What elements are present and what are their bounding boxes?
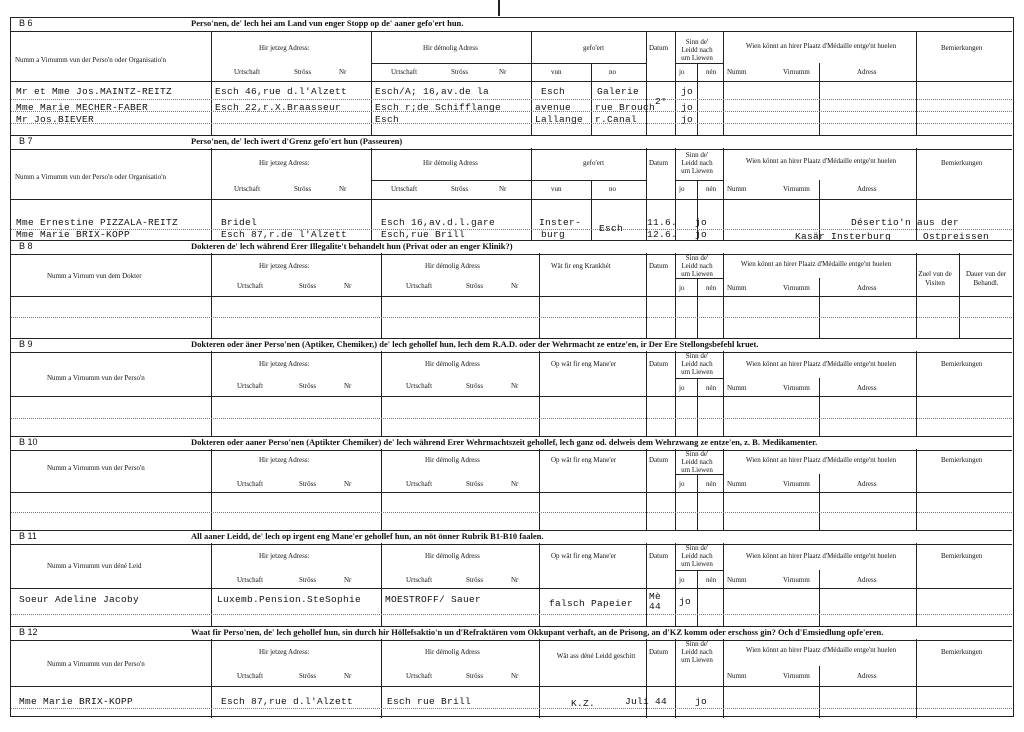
row-former-address: MOESTROFF/ Sauer [385,594,482,605]
form-sheet [10,17,1014,717]
col-header-suffering: Sinn de' Leidd nach um Liewen [681,352,713,376]
col-header-town: Urtschaft [237,672,264,680]
col-header-firstname: Virnumm [783,384,810,392]
col-header-from: vun [551,185,562,193]
section-b9 [11,338,1012,436]
row-remarks: Désertio'n aus der [851,217,960,228]
row-manner: falsch Papeier [549,598,634,609]
row-former-address: Esch 16,av.d.l.gare [381,217,496,228]
col-header-street-2: Ströss [466,672,484,680]
col-header-name: Numm a Virnumm vun der Perso'n oder Organisatio'n [15,173,166,181]
row-yes: jo [695,229,708,240]
section-header [11,338,1012,353]
col-header-town-2: Urtschaft [406,480,433,488]
section-code: B 11 [19,531,37,541]
row-yes: jo [681,114,694,125]
col-header-surname: Numm [727,284,747,292]
row-remarks: Ostpreissen [923,231,990,242]
col-header-nr-2: Nr [511,480,519,488]
row-former-address: Esch,rue Brill [381,229,466,240]
col-header-surname: Numm [727,185,747,193]
col-header-date: Datum [649,360,669,368]
col-header-date: Datum [649,552,669,560]
col-header-street: Ströss [299,480,317,488]
col-header-medal: Wien könnt an hirer Plaatz d'Médaille entge'nt huelen [740,260,892,268]
col-header-remarks: Bemierkungen [941,456,983,464]
row-from: Lallange [535,114,584,125]
row-name: Mr et Mme Jos.MAINTZ-REITZ [16,86,173,97]
section-title: Perso'nen, de' lech hei am Land vun enger Stopp op de' aaner gefo'ert hun. [191,18,464,28]
section-code: B 10 [19,437,38,447]
row-former-address: Esch [375,114,400,125]
col-header-surname: Numm [727,68,747,76]
col-header-former-address: Hir démolig Adress [425,360,480,368]
col-header-street-2: Ströss [466,480,484,488]
col-header-to: no [609,185,616,193]
row-medal-address: Kasär Insterburg [795,231,892,242]
col-header-yes: jo [679,185,685,193]
row-name: Mme Ernestine PIZZALA-REITZ [16,217,179,228]
col-header-street: Ströss [294,185,312,193]
col-header-street: Ströss [299,576,317,584]
section-title: Dokteren oder äner Perso'nen (Aptiker, Chemiker,) de' lech gehollef hun, lech dem R.A.D. oder der Wehrmacht ze entze'en, ir Der Ere Stellongsbefehl kruet. [191,339,759,349]
col-header-town: Urtschaft [237,382,264,390]
col-header-name: Numm a Virnumm vun der Perso'n [47,464,145,472]
section-code: B 6 [19,18,33,28]
col-header-nr: Nr [344,382,352,390]
col-header-address: Adress [857,480,877,488]
row-to: r.Canal [595,114,638,125]
row-current-address: Esch 87,r.de l'Alzett [221,229,348,240]
row-yes: jo [679,596,692,607]
col-header-suffering: Sinn de' Leidd nach um Liewen [681,151,713,175]
col-header-suffering: Sinn de' Leidd nach um Liewen [681,38,713,62]
col-header-no: nén [706,384,717,392]
col-header-town: Urtschaft [234,185,261,193]
col-header-remarks: Bemierkungen [941,44,983,52]
col-header-town-2: Urtschaft [406,382,433,390]
row-what-happened: K.Z. [571,698,596,709]
col-header-name: Numm a Virnumm vun der Perso'n [47,374,145,382]
col-header-nr-2: Nr [499,68,507,76]
col-header-surname: Numm [727,384,747,392]
col-header-date: Datum [649,159,669,167]
col-header-nr: Nr [344,282,352,290]
row-from: burg [541,229,566,240]
col-header-street: Ströss [299,382,317,390]
col-header-date: Datum [649,262,669,270]
row-name: Mme Marie MECHER-FABER [16,102,149,113]
col-header-address: Adress [857,672,877,680]
col-header-firstname: Virnumm [783,284,810,292]
row-date: 2° [655,96,668,107]
col-header-firstname: Virnumm [783,576,810,584]
row-yes: jo [681,102,694,113]
row-former-address: Esch/A; 16,av.de la [375,86,490,97]
col-header-address: Adress [857,284,877,292]
col-header-firstname: Virnumm [783,68,810,76]
col-header-manner: Op wät fir eng Mane'er [551,360,617,368]
col-header-name: Numm a Virnum vun dem Dokter [47,272,142,280]
section-b10 [11,436,1012,530]
row-name: Mme Marie BRIX-KOPP [19,696,134,707]
section-title: Perso'nen, de' lech iwert d'Grenz gefo'ert hun (Passeuren) [191,136,403,146]
section-header [11,18,1012,32]
col-header-duration: Dauer vun der Behandl. [965,270,1007,287]
col-header-no: nén [706,480,717,488]
row-current-address: Bridel [221,217,258,228]
col-header-visits: Zuel vun de Visiten [918,270,952,287]
col-header-what-happened: Wät ass déné Leidd geschitt [556,652,636,660]
section-title: All aaner Leidd, de' lech op irgent eng Mane'er gehollef hun, an nöt önner Rubrik B1-B10 faalen. [191,531,544,541]
row-current-address: Esch 22,r.X.Braasseur [215,102,342,113]
row-yes: jo [695,696,708,707]
col-header-date: Datum [649,44,669,52]
col-header-former-address: Hir démolig Adress [425,262,480,270]
col-header-current-address: Hir jetzeg Adress: [259,648,310,656]
col-header-address: Adress [857,384,877,392]
col-header-former-address: Hir démolig Adress [425,552,480,560]
col-header-nr-2: Nr [511,282,519,290]
section-header [11,135,1012,150]
col-header-town: Urtschaft [237,480,264,488]
col-header-name: Numm a Virnumm vun der Perso'n [47,660,145,668]
col-header-medal: Wien könnt an hirer Plaatz d'Médaille entge'nt huelen [745,552,897,560]
col-header-current-address: Hir jetzeg Adress: [259,360,310,368]
col-header-transported: gefo'ert [583,159,605,167]
col-header-town: Urtschaft [237,576,264,584]
col-header-nr: Nr [344,576,352,584]
section-b8 [11,240,1012,338]
row-name: Mme Marie BRIX-KOPP [16,229,131,240]
section-b6 [11,18,1012,135]
row-yes: jo [695,217,708,228]
top-margin-mark [498,0,500,16]
col-header-current-address: Hir jetzeg Adress: [259,262,310,270]
row-yes: jo [681,86,694,97]
col-header-suffering: Sinn de' Leidd nach um Liewen [681,254,713,278]
col-header-nr-2: Nr [511,576,519,584]
col-header-medal: Wien könnt an hirer Plaatz d'Médaille entge'nt huelen [745,456,897,464]
col-header-to: no [609,68,616,76]
col-header-nr: Nr [344,480,352,488]
col-header-firstname: Virnumm [783,185,810,193]
section-b12 [11,626,1012,718]
col-header-remarks: Bemierkungen [941,648,983,656]
col-header-town: Urtschaft [234,68,261,76]
section-title: Dokteren oder aaner Perso'nen (Aptikter Chemiker) de' lech während Erer Wehrmachtszeit gehollef, lech ganz od. delweis dem Wehrzwang ze entze'en, z. B. Medikamenter. [191,437,818,447]
col-header-surname: Numm [727,480,747,488]
col-header-nr: Nr [339,185,347,193]
section-code: B 7 [19,136,33,146]
section-code: B 12 [19,627,38,637]
col-header-town-2: Urtschaft [406,282,433,290]
col-header-nr-2: Nr [499,185,507,193]
col-header-name: Numm a Virnumm vun déné Leid [47,562,142,570]
row-to: Esch [599,223,624,234]
col-header-nr-2: Nr [511,672,519,680]
col-header-remarks: Bemierkungen [941,552,983,560]
col-header-town-2: Urtschaft [406,672,433,680]
col-header-town: Urtschaft [237,282,264,290]
section-header [11,240,1012,255]
col-header-address: Adress [857,185,877,193]
row-current-address: Luxemb.Pension.SteSophie [217,594,362,605]
col-header-street-2: Ströss [466,382,484,390]
col-header-street-2: Ströss [451,68,469,76]
section-header [11,530,1012,545]
col-header-nr: Nr [344,672,352,680]
col-header-no: nén [706,185,717,193]
col-header-suffering: Sinn de' Leidd nach um Liewen [681,450,713,474]
col-header-town-2: Urtschaft [391,185,418,193]
row-current-address: Esch 87,rue d.l'Alzett [221,696,354,707]
col-header-yes: jo [679,384,685,392]
section-header [11,626,1012,641]
col-header-yes: jo [679,284,685,292]
col-header-street: Ströss [294,68,312,76]
col-header-surname: Numm [727,672,747,680]
col-header-yes: jo [679,480,685,488]
col-header-yes: jo [679,576,685,584]
col-header-from: vun [551,68,562,76]
col-header-manner: Op wät fir eng Mane'er [551,456,617,464]
col-header-current-address: Hir jetzeg Adress: [259,552,310,560]
col-header-street: Ströss [299,282,317,290]
col-header-former-address: Hir démolig Adress [423,159,478,167]
col-header-medal: Wien könnt an hirer Plaatz d'Médaille entge'nt huelen [745,42,897,50]
row-name: Soeur Adeline Jacoby [19,594,140,605]
col-header-former-address: Hir démolig Adress [423,44,478,52]
col-header-remarks: Bemierkungen [941,159,983,167]
row-date: Mè 44 [649,591,662,612]
col-header-address: Adress [857,576,877,584]
col-header-town-2: Urtschaft [391,68,418,76]
section-header [11,436,1012,451]
section-b7 [11,135,1012,240]
col-header-current-address: Hir jetzeg Adress: [259,456,310,464]
row-date: Juli 44 [625,696,668,707]
row-current-address: Esch 46,rue d.l'Alzett [215,86,348,97]
col-header-current-address: Hir jetzeg Adress: [259,44,310,52]
col-header-street-2: Ströss [451,185,469,193]
row-date: 12.6. [647,229,678,240]
col-header-manner: Op wät fir eng Mane'er [551,552,617,560]
col-header-no: nén [706,284,717,292]
row-former-address: Esch r;de Schifflange [375,102,502,113]
section-code: B 9 [19,339,33,349]
col-header-suffering: Sinn de' Leidd nach um Liewen [681,640,713,664]
col-header-illness: Wät fir eng Krankhét [551,262,611,270]
col-header-surname: Numm [727,576,747,584]
col-header-medal: Wien könnt an hirer Plaatz d'Médaille entge'nt huelen [745,157,897,165]
col-header-former-address: Hir démolig Adress [425,648,480,656]
row-from: Esch [541,86,566,97]
col-header-medal: Wien könnt an hirer Plaatz d'Médaille entge'nt huelen [745,646,897,654]
col-header-remarks: Bemierkungen [941,360,983,368]
col-header-name: Numm a Virnumm vun der Perso'n oder Organisatio'n [15,56,166,64]
col-header-yes: jo [679,68,685,76]
col-header-no: nén [706,68,717,76]
section-title: Dokteren de' lech während Erer Illegalite't behandelt hun (Privat oder an enger Klinik?) [191,241,513,251]
col-header-firstname: Virnumm [783,480,810,488]
row-to: rue Brouch [595,102,656,113]
row-former-address: Esch rue Brill [387,696,472,707]
col-header-town-2: Urtschaft [406,576,433,584]
col-header-street-2: Ströss [466,282,484,290]
col-header-transported: gefo'ert [583,44,605,52]
col-header-address: Adress [857,68,877,76]
col-header-street: Ströss [299,672,317,680]
section-b11 [11,530,1012,626]
section-code: B 8 [19,241,33,251]
col-header-nr-2: Nr [511,382,519,390]
col-header-no: nén [706,576,717,584]
row-name: Mr Jos.BIEVER [16,114,95,125]
col-header-suffering: Sinn de' Leidd nach um Liewen [681,544,713,568]
row-date: 11.6. [647,217,678,228]
row-to: Galerie [597,86,640,97]
section-title: Waat fir Perso'nen, de' lech gehollef hun, sin durch hir Höllefsaktio'n un d'Refraktären vom Okkupant verhaft, an de Prisong, an d'KZ komm oder erschoss gin? Och d'Emsiedlung opfe'eren. [191,627,884,637]
col-header-current-address: Hir jetzeg Adress: [259,159,310,167]
row-from: avenue [535,102,572,113]
col-header-nr: Nr [339,68,347,76]
col-header-date: Datum [649,456,669,464]
col-header-former-address: Hir démolig Adress [425,456,480,464]
col-header-medal: Wien könnt an hirer Plaatz d'Médaille entge'nt huelen [745,360,897,368]
row-from: Inster- [539,217,582,228]
col-header-street-2: Ströss [466,576,484,584]
col-header-date: Datum [649,648,669,656]
col-header-firstname: Virnumm [783,672,810,680]
